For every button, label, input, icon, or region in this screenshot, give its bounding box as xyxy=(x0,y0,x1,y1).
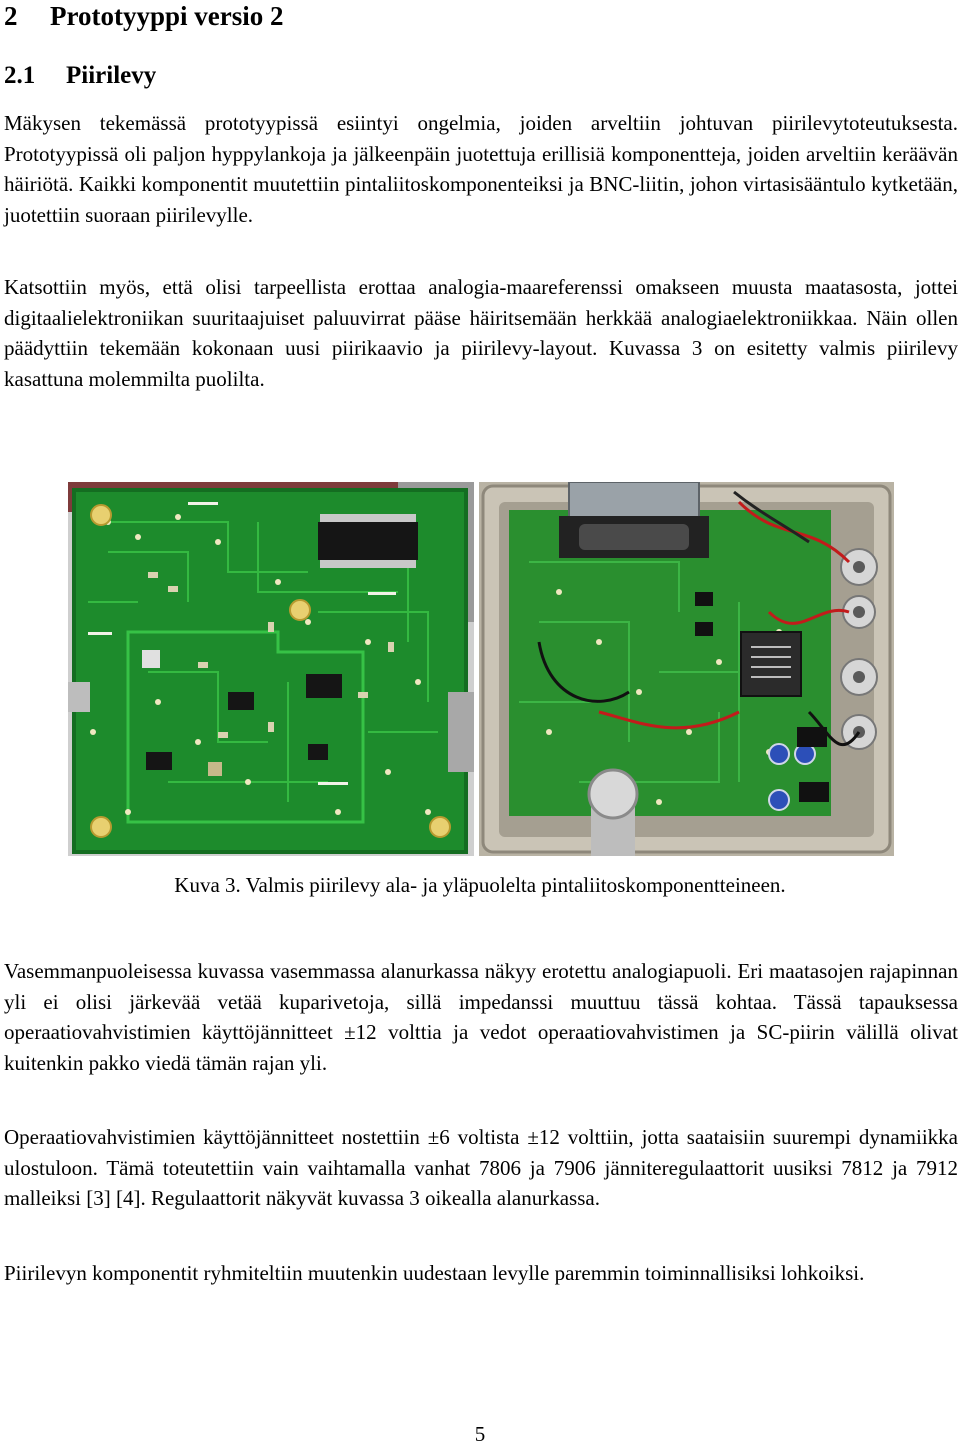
paragraph-2: Katsottiin myös, että olisi tarpeellista erottaa analogia-maareferenssi omakseen muusta maatasosta, jottei digitaalielektroniikan suuritaajuiset paluuvirrat pääse häiritsemään herkkää analogiaelektroniikkaa. Näin ollen päädyttiin tekemään kokonaan uusi piirikaavio ja piirilevy-layout. Kuvassa 3 on esitetty valmis piirilevy kasattuna molemmilta puolilta. xyxy=(4,275,958,391)
subsection-heading xyxy=(4,60,156,92)
section-number: 2 xyxy=(4,1,18,31)
page-number: 5 xyxy=(474,1422,486,1446)
paragraph-3: Vasemmanpuoleisessa kuvassa vasemmassa alanurkassa näkyy erotettu analogiapuoli. Eri maatasojen rajapinnan yli ei olisi järkevää vetää kuparivetoja, sillä impedanssi muuttuu tässä kohtaa. Tässä tapauksessa operaatiovahvistimien käyttöjännitteet ±12 volttia ja vedot operaatiovahvistimen ja SC-piirin välillä olivat kuitenkin pakko viedä tämän rajan yli. xyxy=(4,959,958,1075)
section-title: Prototyyppi versio 2 xyxy=(50,1,284,31)
paragraph-4: Operaatiovahvistimien käyttöjännitteet nostettiin ±6 voltista ±12 volttiin, jotta saataisiin suurempi dynamiikka ulostuloon. Tämä toteutettiin vain vaihtamalla vanhat 7806 ja 7906 jänniteregulaattorit uusiksi 7812 ja 7912 malleiksi [3] [4]. Regulaattorit näkyvät kuvassa 3 oikealla alanurkassa. xyxy=(4,1125,958,1210)
subsection-title: Piirilevy xyxy=(66,62,157,89)
subsection-number: 2.1 xyxy=(4,62,36,89)
section-heading xyxy=(4,0,283,32)
pcb-top-photo xyxy=(479,482,894,856)
figure-caption: Kuva 3. Valmis piirilevy ala- ja yläpuolelta pintaliitoskomponentteineen. xyxy=(174,873,786,897)
paragraph-5: Piirilevyn komponentit ryhmiteltiin muutenkin uudestaan levylle paremmin toiminnallisiksi lohkoiksi. xyxy=(4,1261,865,1285)
paragraph-1: Mäkysen tekemässä prototyypissä esiintyi ongelmia, joiden arveltiin johtuvan piirilevytoteutuksesta. Prototyypissä oli paljon hyppylankoja ja jälkeenpäin juotettuja erillisiä komponentteja, joiden arveltiin keräävän häiriötä. Kaikki komponentit muutettiin pintaliitoskomponenteiksi ja BNC-liitin, johon virtasisääntulo kytketään, juotettiin suoraan piirilevylle. xyxy=(4,111,958,227)
pcb-bottom-photo xyxy=(68,482,474,856)
